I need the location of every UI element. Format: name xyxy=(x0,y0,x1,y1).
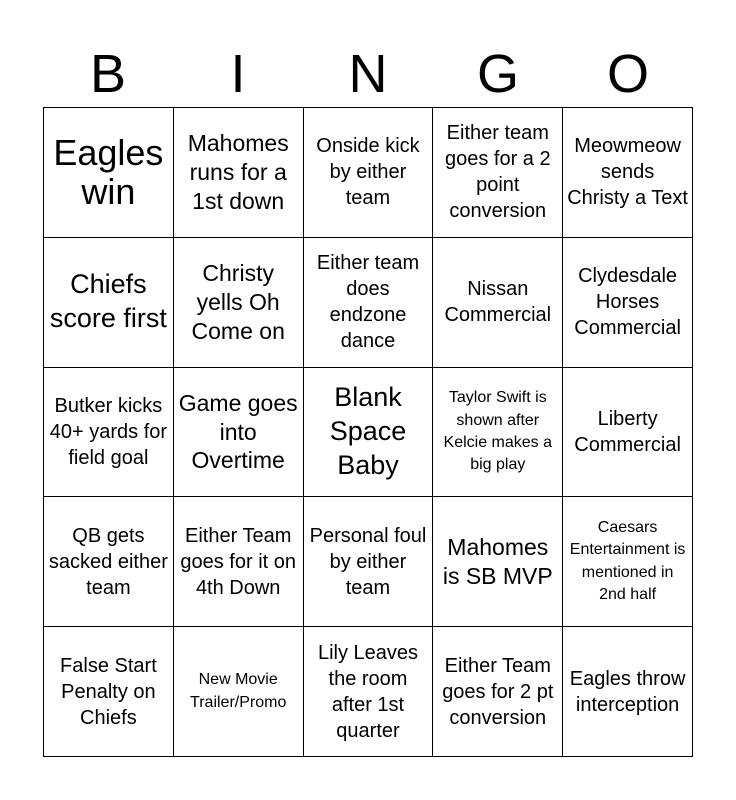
bingo-cell[interactable]: False Start Penalty on Chiefs xyxy=(44,627,174,757)
header-letter-o: O xyxy=(606,44,649,104)
bingo-cell[interactable]: Chiefs score first xyxy=(44,238,174,368)
bingo-cell[interactable]: Either team goes for a 2 point conversion xyxy=(433,108,563,238)
bingo-cell[interactable]: Butker kicks 40+ yards for field goal xyxy=(44,368,174,498)
bingo-cell[interactable]: Either Team goes for it on 4th Down xyxy=(174,497,304,627)
header-letter-i: I xyxy=(230,44,246,104)
bingo-cell[interactable]: Mahomes runs for a 1st down xyxy=(174,108,304,238)
bingo-cell[interactable]: Blank Space Baby xyxy=(304,368,434,498)
bingo-cell[interactable]: Either Team goes for 2 pt conversion xyxy=(433,627,563,757)
bingo-board xyxy=(43,107,693,757)
bingo-cell[interactable]: Christy yells Oh Come on xyxy=(174,238,304,368)
bingo-cell[interactable]: Meowmeow sends Christy a Text xyxy=(563,108,693,238)
bingo-cell[interactable]: Eagles throw interception xyxy=(563,627,693,757)
header-letter-b: B xyxy=(89,44,127,104)
bingo-cell[interactable]: Liberty Commercial xyxy=(563,368,693,498)
bingo-cell[interactable]: Personal foul by either team xyxy=(304,497,434,627)
header-letter-n: N xyxy=(348,44,388,104)
bingo-cell[interactable]: Onside kick by either team xyxy=(304,108,434,238)
header-letter-g: G xyxy=(476,44,519,104)
bingo-cell[interactable]: Game goes into Overtime xyxy=(174,368,304,498)
bingo-header xyxy=(43,42,693,106)
bingo-cell[interactable]: Nissan Commercial xyxy=(433,238,563,368)
bingo-cell[interactable]: Either team does endzone dance xyxy=(304,238,434,368)
bingo-cell[interactable]: Mahomes is SB MVP xyxy=(433,497,563,627)
bingo-cell[interactable]: Taylor Swift is shown after Kelcie makes a big play xyxy=(433,368,563,498)
bingo-cell[interactable]: Eagles win xyxy=(44,108,174,238)
bingo-cell[interactable]: New Movie Trailer/Promo xyxy=(174,627,304,757)
bingo-cell[interactable]: Clydesdale Horses Commercial xyxy=(563,238,693,368)
bingo-cell[interactable]: Lily Leaves the room after 1st quarter xyxy=(304,627,434,757)
bingo-cell[interactable]: Caesars Entertainment is mentioned in 2nd half xyxy=(563,497,693,627)
bingo-cell[interactable]: QB gets sacked either team xyxy=(44,497,174,627)
